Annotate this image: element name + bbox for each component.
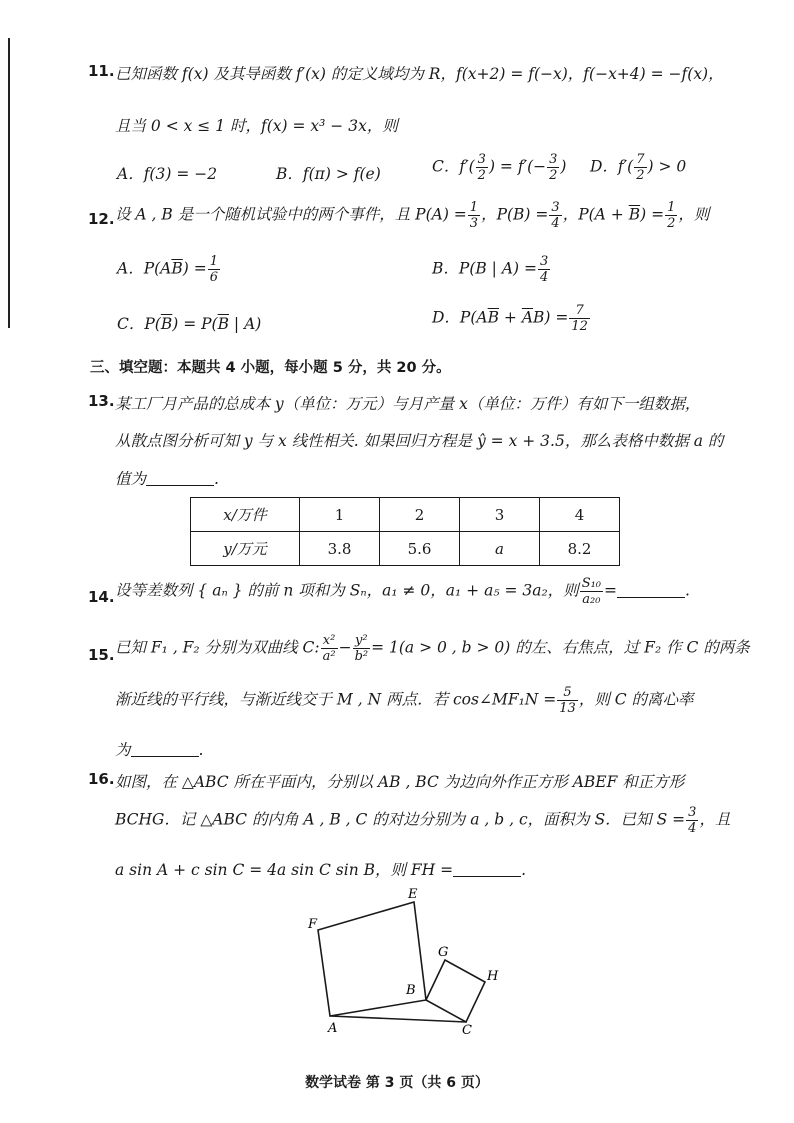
question-14-stem: 设等差数列 { aₙ } 的前 n 项和为 Sₙ，a₁ ≠ 0，a₁ + a₅ = 3a₂，则 $\frac{\text{S₁₀}}{\text{a₂₀}}$ = . [115,576,690,607]
question-12-option-a: A．$P(A\overline{B})$ = $\frac{1}{6}$ [117,254,219,285]
question-12-option-b: B．P(B | A) = $\frac{3}{4}$ [432,254,549,285]
label-h: H [487,969,499,984]
question-16-line1: 如图，在 △ABC 所在平面内，分别以 AB , BC 为边向外作正方形 ABEF 和正方形 [115,773,685,791]
label-c: C [462,1023,472,1038]
answer-blank [146,484,214,486]
table-cell: a [460,532,540,566]
question-16-number: 16. [88,770,115,788]
question-13-line3: 值为 . [115,470,219,488]
question-11-option-c: C．f′( $\frac{3}{2}$ ) = f′(− $\frac{3}{2}$ ) [432,152,567,183]
square-bchg [426,960,485,1022]
label-g: G [438,945,449,960]
question-12-option-d: D．$P(A\overline{B} + \overline{A}B)$ = $\frac{7}{12}$ [432,303,588,334]
question-11-number: 11. [88,62,115,80]
table-cell: y/万元 [191,532,300,566]
table-row [191,532,620,566]
answer-blank [617,596,685,598]
table-row [191,498,620,532]
question-15-line2: 渐近线的平行线，与渐近线交于 M , N 两点．若 cos∠MF₁N = $\frac{5}{13}$ ，则 C 的离心率 [115,685,694,716]
table-cell: 4 [540,498,620,532]
label-e: E [408,888,418,902]
answer-blank [131,755,199,757]
question-11-option-a: A．f(3) = −2 [117,165,218,183]
question-15-number: 15. [88,646,115,664]
question-12-stem: 设 A , B 是一个随机试验中的两个事件，且 P(A) = $\frac{1}{3}$ ，P(B) = $\frac{3}{4}$ ，$P(A + \overline{B})$ = $\frac{1}{2}$ ，则 [115,200,710,231]
question-15-line1: 已知 F₁ , F₂ 分别为双曲线 C: $\frac{\text{x²}}{\text{a²}}$ − $\frac{\text{y²}}{\text{b²}}$ = 1(a > 0 , b > 0) 的左、右焦点，过 F₂ 作 C 的两条 [115,633,750,664]
question-15-line3: 为 . [115,741,204,759]
table-cell: 3 [460,498,540,532]
section-3-heading: 三、填空题：本题共 4 小题，每小题 5 分，共 20 分。 [90,360,451,376]
label-f: F [308,917,318,932]
label-a: A [328,1021,338,1036]
table-cell: 8.2 [540,532,620,566]
table-cell: 2 [380,498,460,532]
question-14-number: 14. [88,588,115,606]
question-13-line2: 从散点图分析可知 y 与 x 线性相关. 如果回归方程是 ŷ = x + 3.5，那么表格中数据 a 的 [115,432,724,450]
square-abef [318,902,426,1016]
binding-margin-line [8,38,10,328]
question-11-line2: 且当 0 < x ≤ 1 时，f(x) = x³ − 3x，则 [115,117,398,135]
question-11-option-d: D．f′( $\frac{7}{2}$ ) > 0 [590,152,687,183]
question-16-line3: a sin A + c sin C = 4a sin C sin B，则 FH = . [115,861,527,879]
answer-blank [453,875,521,877]
table-cell: 3.8 [300,532,380,566]
question-11-option-b: B．f(π) > f(e) [276,165,381,183]
question-13-number: 13. [88,392,115,410]
question-16-line2: BCHG．记 △ABC 的内角 A , B , C 的对边分别为 a , b , c，面积为 S．已知 S = $\frac{3}{4}$ ，且 [115,805,731,836]
geometry-figure [290,888,510,1048]
table-cell: x/万件 [191,498,300,532]
table-cell: 5.6 [380,532,460,566]
question-12-option-c: C．$P(\overline{B}) = P(\overline{B}$ | A) [117,315,262,333]
question-13-line1: 某工厂月产品的总成本 y（单位：万元）与月产量 x（单位：万件）有如下一组数据， [115,395,701,413]
label-b: B [406,983,416,998]
side-ac [330,1016,466,1022]
question-11-line1: 已知函数 f(x) 及其导函数 f′(x) 的定义域均为 R，f(x+2) = f(−x)，f(−x+4) = −f(x)， [115,65,724,83]
table-cell: 1 [300,498,380,532]
question-12-number: 12. [88,210,115,228]
page-footer: 数学试卷 第 3 页（共 6 页） [305,1075,489,1091]
question-13-table [190,497,620,566]
